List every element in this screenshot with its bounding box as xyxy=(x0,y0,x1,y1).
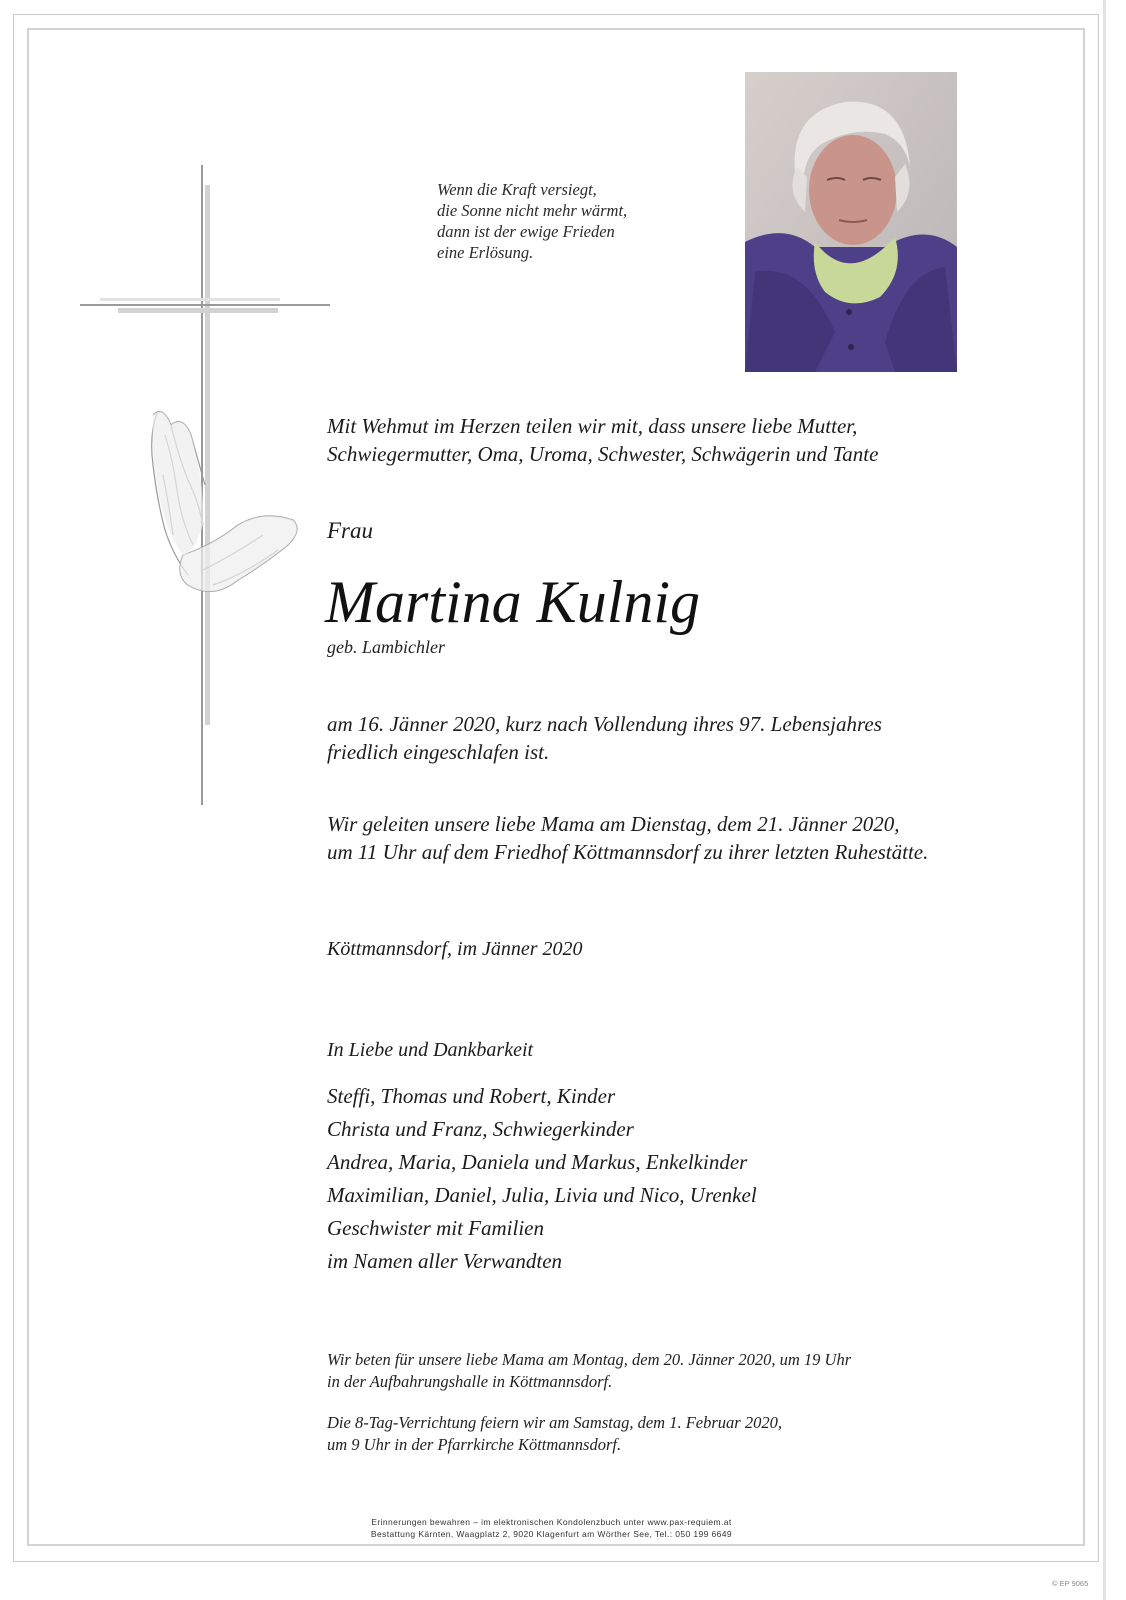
quote-line: Wenn die Kraft versiegt, xyxy=(437,180,597,199)
document-code: © EP 9065 xyxy=(1052,1579,1089,1588)
mourner-line: Steffi, Thomas und Robert, Kinder xyxy=(327,1084,616,1108)
death-notice xyxy=(327,710,882,766)
funeral-line: Wir geleiten unsere liebe Mama am Dienstag, dem 21. Jänner 2020, xyxy=(327,812,900,836)
quote-line: eine Erlösung. xyxy=(437,243,534,262)
footer-condolence: Erinnerungen bewahren – im elektronischen Kondolenzbuch unter www.pax-requiem.at xyxy=(371,1517,732,1527)
praying-hands-icon xyxy=(143,405,303,605)
mourner-line: Christa und Franz, Schwiegerkinder xyxy=(327,1117,634,1141)
place-date: Köttmannsdorf, im Jänner 2020 xyxy=(327,938,583,960)
eight-day-line: um 9 Uhr in der Pfarrkirche Köttmannsdorf. xyxy=(327,1435,622,1454)
mourner-line: Andrea, Maria, Daniela und Markus, Enkelkinder xyxy=(327,1150,748,1174)
prayer-line: Wir beten für unsere liebe Mama am Montag, dem 20. Jänner 2020, um 19 Uhr xyxy=(327,1350,852,1369)
death-notice-line: friedlich eingeschlafen ist. xyxy=(327,740,550,764)
footer xyxy=(0,1516,1103,1540)
intro-line: Mit Wehmut im Herzen teilen wir mit, dass unsere liebe Mutter, xyxy=(327,414,858,438)
quote-line: dann ist der ewige Frieden xyxy=(437,222,615,241)
closing-phrase: In Liebe und Dankbarkeit xyxy=(327,1039,534,1061)
funeral-notice xyxy=(327,810,928,866)
death-notice-line: am 16. Jänner 2020, kurz nach Vollendung ihres 97. Lebensjahres xyxy=(327,712,882,736)
prayer-notice xyxy=(327,1349,851,1393)
memorial-quote xyxy=(437,179,627,263)
intro-line: Schwiegermutter, Oma, Uroma, Schwester, Schwägerin und Tante xyxy=(327,442,879,466)
mourner-line: Maximilian, Daniel, Julia, Livia und Nico, Urenkel xyxy=(327,1183,757,1207)
mourner-line: im Namen aller Verwandten xyxy=(327,1249,563,1273)
maiden-name: geb. Lambichler xyxy=(327,637,445,657)
mourners-list xyxy=(327,1080,757,1278)
portrait-photo-elderly-woman-icon xyxy=(745,72,957,372)
footer-address: Bestattung Kärnten, Waagplatz 2, 9020 Klagenfurt am Wörther See, Tel.: 050 199 6649 xyxy=(370,1529,733,1539)
funeral-line: um 11 Uhr auf dem Friedhof Köttmannsdorf zu ihrer letzten Ruhestätte. xyxy=(327,840,929,864)
page-edge xyxy=(1103,0,1106,1600)
eight-day-notice xyxy=(327,1412,782,1456)
eight-day-line: Die 8-Tag-Verrichtung feiern wir am Samstag, dem 1. Februar 2020, xyxy=(327,1413,782,1432)
intro-text xyxy=(327,412,878,468)
portrait-photo xyxy=(745,72,957,372)
prayer-line: in der Aufbahrungshalle in Köttmannsdorf. xyxy=(327,1372,613,1391)
salutation: Frau xyxy=(327,518,373,543)
quote-line: die Sonne nicht mehr wärmt, xyxy=(437,201,628,220)
mourner-line: Geschwister mit Familien xyxy=(327,1216,544,1240)
deceased-name: Martina Kulnig xyxy=(325,569,701,635)
